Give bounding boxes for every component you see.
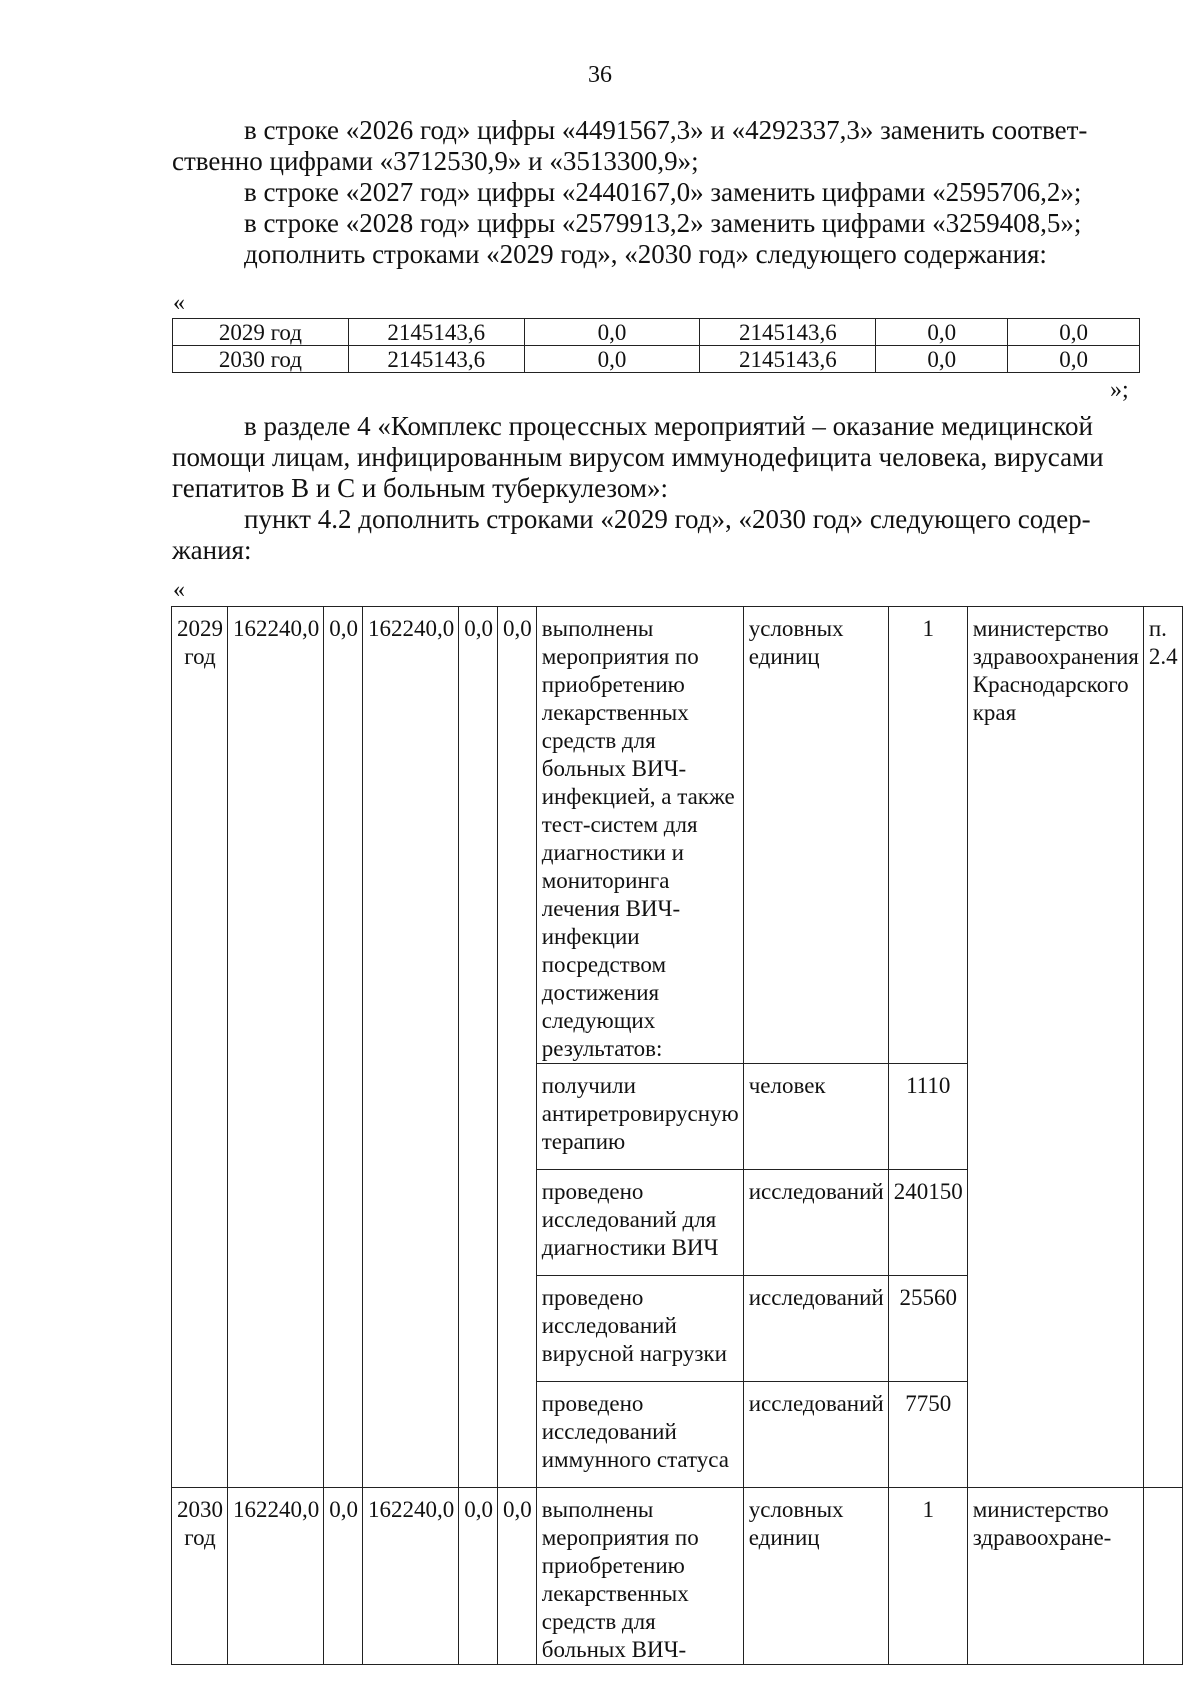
section-line2: помощи лицам, инфицированным вирусом иммунодефицита человека, вирусами	[172, 442, 1104, 472]
amount-cell: 162240,0	[363, 607, 459, 1488]
paragraph-2026	[172, 115, 1152, 177]
table-row	[173, 346, 1140, 373]
reference-cell: п. 2.4	[1143, 607, 1182, 1488]
table-cell: 0,0	[1008, 319, 1140, 346]
page-number: 36	[588, 62, 612, 88]
table-cell: 2145143,6	[348, 319, 524, 346]
measures-table	[171, 606, 1183, 1665]
section-line1: в разделе 4 «Комплекс процессных мероприятий – оказание медицинской	[244, 411, 1094, 441]
table-cell: 2029 год	[173, 319, 349, 346]
table-cell: 2145143,6	[348, 346, 524, 373]
section-heading	[172, 411, 1152, 504]
result-text: выполнены мероприятия по приобретению лекарственных средств для больных ВИЧ-	[536, 1488, 743, 1665]
finance-table	[172, 318, 1140, 373]
year-cell: 2030 год	[172, 1488, 228, 1665]
close-quote-1: »;	[1110, 377, 1129, 403]
amount-cell: 0,0	[324, 1488, 363, 1665]
table-row	[172, 1488, 1183, 1665]
value-cell: 1110	[888, 1064, 967, 1170]
table-cell: 0,0	[524, 319, 700, 346]
result-text: проведено исследований иммунного статуса	[536, 1382, 743, 1488]
result-text: проведено исследований для диагностики ВИЧ	[536, 1170, 743, 1276]
value-cell: 7750	[888, 1382, 967, 1488]
reference-cell	[1143, 1488, 1182, 1665]
value-cell: 1	[888, 1488, 967, 1665]
table-cell: 0,0	[524, 346, 700, 373]
paragraph-2026-line2: ственно цифрами «3712530,9» и «3513300,9»;	[172, 146, 699, 176]
unit-cell: исследований	[743, 1276, 888, 1382]
amount-cell: 0,0	[498, 1488, 537, 1665]
amount-cell: 0,0	[459, 607, 498, 1488]
result-text: проведено исследований вирусной нагрузки	[536, 1276, 743, 1382]
item-line1: пункт 4.2 дополнить строками «2029 год», «2030 год» следующего содер-	[244, 504, 1091, 534]
table-cell: 2145143,6	[700, 346, 876, 373]
unit-cell: исследований	[743, 1170, 888, 1276]
amount-cell: 0,0	[459, 1488, 498, 1665]
table-row	[173, 319, 1140, 346]
paragraph-add-rows: дополнить строками «2029 год», «2030 год» следующего содержания:	[244, 239, 1047, 269]
open-quote-2: «	[173, 577, 185, 603]
paragraph-2028: в строке «2028 год» цифры «2579913,2» заменить цифрами «3259408,5»;	[244, 208, 1082, 238]
unit-cell: условных единиц	[743, 607, 888, 1064]
amount-cell: 162240,0	[228, 607, 324, 1488]
table-cell: 2030 год	[173, 346, 349, 373]
amount-cell: 0,0	[498, 607, 537, 1488]
table-row	[172, 607, 1183, 1064]
value-cell: 240150	[888, 1170, 967, 1276]
unit-cell: человек	[743, 1064, 888, 1170]
paragraph-2026-line1: в строке «2026 год» цифры «4491567,3» и «4292337,3» заменить соответ-	[244, 115, 1088, 145]
table-cell: 0,0	[876, 319, 1008, 346]
amount-cell: 0,0	[324, 607, 363, 1488]
value-cell: 25560	[888, 1276, 967, 1382]
year-cell: 2029 год	[172, 607, 228, 1488]
responsible-cell: министерство здравоохранения Краснодарского края	[967, 607, 1143, 1064]
value-cell: 1	[888, 607, 967, 1064]
table-cell: 2145143,6	[700, 319, 876, 346]
item-paragraph	[172, 504, 1152, 566]
open-quote-1: «	[173, 290, 185, 316]
section-line3: гепатитов В и С и больным туберкулезом»:	[172, 473, 669, 503]
amount-cell: 162240,0	[363, 1488, 459, 1665]
table-cell: 0,0	[1008, 346, 1140, 373]
paragraph-2027: в строке «2027 год» цифры «2440167,0» заменить цифрами «2595706,2»;	[244, 177, 1082, 207]
unit-cell: условных единиц	[743, 1488, 888, 1665]
result-text: получили антиретровирусную терапию	[536, 1064, 743, 1170]
amount-cell: 162240,0	[228, 1488, 324, 1665]
item-line2: жания:	[172, 535, 252, 565]
responsible-cell-continued	[967, 1064, 1143, 1488]
table-cell: 0,0	[876, 346, 1008, 373]
result-text: выполнены мероприятия по приобретению лекарственных средств для больных ВИЧ-инфекцией, а также тест-систем для диагностики и мониторинга лечения ВИЧ-инфекции посредством достижения следующих результатов:	[536, 607, 743, 1064]
responsible-cell: министерство здравоохране-	[967, 1488, 1143, 1665]
unit-cell: исследований	[743, 1382, 888, 1488]
